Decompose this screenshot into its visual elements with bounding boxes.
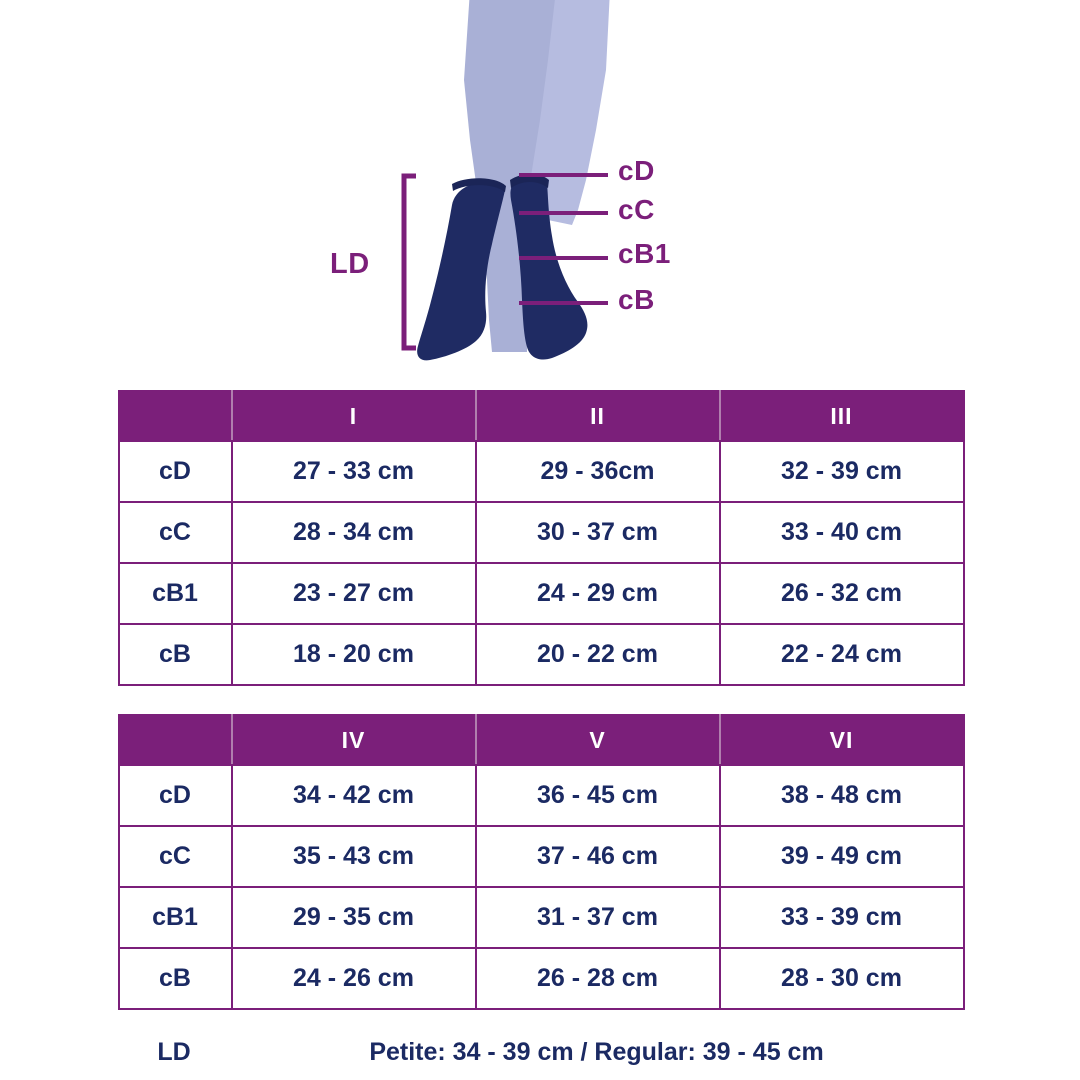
legs-diagram: [0, 0, 1080, 390]
callout-label-cb: cB: [618, 284, 655, 315]
table1-cell-cc-i: 28 - 34 cm: [232, 502, 476, 563]
table1-header-i: I: [232, 391, 476, 441]
size-table-sizes-1-3: [118, 390, 965, 686]
length-note-value: Petite: 34 - 39 cm / Regular: 39 - 45 cm: [369, 1038, 824, 1066]
table2-cell-cd-v: 36 - 45 cm: [476, 765, 720, 826]
length-note: [118, 1038, 963, 1067]
table1-row-label-cb1: cB1: [119, 563, 232, 624]
table2-cell-cb1-vi: 33 - 39 cm: [720, 887, 964, 948]
size-table-1-wrapper: [118, 390, 963, 686]
table2-cell-cc-vi: 39 - 49 cm: [720, 826, 964, 887]
table2-row-label-cb1: cB1: [119, 887, 232, 948]
table2-cell-cc-v: 37 - 46 cm: [476, 826, 720, 887]
table1-cell-cd-i: 27 - 33 cm: [232, 441, 476, 502]
table-row: [119, 441, 964, 502]
table2-row-label-cb: cB: [119, 948, 232, 1009]
length-note-label: LD: [157, 1038, 191, 1066]
table1-row-label-cc: cC: [119, 502, 232, 563]
leg-measurement-illustration: [0, 0, 1080, 390]
callout-label-cc: cC: [618, 194, 655, 225]
table1-cell-cd-iii: 32 - 39 cm: [720, 441, 964, 502]
table2-cell-cc-iv: 35 - 43 cm: [232, 826, 476, 887]
table1-cell-cb1-iii: 26 - 32 cm: [720, 563, 964, 624]
table-row: [119, 502, 964, 563]
table1-cell-cb-i: 18 - 20 cm: [232, 624, 476, 685]
table2-header-vi: VI: [720, 715, 964, 765]
table2-header-iv: IV: [232, 715, 476, 765]
table-row: [119, 765, 964, 826]
table2-row-label-cd: cD: [119, 765, 232, 826]
table2-corner-cell: [119, 715, 232, 765]
size-table-2-wrapper: [118, 714, 963, 1010]
ld-bracket: [404, 176, 416, 348]
table-header-row: [119, 715, 964, 765]
table-row: [119, 563, 964, 624]
callout-label-cd: cD: [618, 155, 655, 186]
table1-corner-cell: [119, 391, 232, 441]
table-row: [119, 624, 964, 685]
table1-cell-cb1-ii: 24 - 29 cm: [476, 563, 720, 624]
table1-cell-cc-iii: 33 - 40 cm: [720, 502, 964, 563]
table2-cell-cd-iv: 34 - 42 cm: [232, 765, 476, 826]
callout-label-ld: LD: [330, 248, 370, 280]
table2-cell-cb1-v: 31 - 37 cm: [476, 887, 720, 948]
table-header-row: [119, 391, 964, 441]
table1-cell-cb-ii: 20 - 22 cm: [476, 624, 720, 685]
table1-cell-cc-ii: 30 - 37 cm: [476, 502, 720, 563]
size-table-sizes-4-6: [118, 714, 965, 1010]
table1-header-ii: II: [476, 391, 720, 441]
callout-label-cb1: cB1: [618, 238, 671, 269]
table2-header-v: V: [476, 715, 720, 765]
table2-cell-cd-vi: 38 - 48 cm: [720, 765, 964, 826]
table1-cell-cb-iii: 22 - 24 cm: [720, 624, 964, 685]
table2-row-label-cc: cC: [119, 826, 232, 887]
table1-row-label-cb: cB: [119, 624, 232, 685]
table-row: [119, 948, 964, 1009]
table2-cell-cb1-iv: 29 - 35 cm: [232, 887, 476, 948]
table1-row-label-cd: cD: [119, 441, 232, 502]
table2-cell-cb-iv: 24 - 26 cm: [232, 948, 476, 1009]
table2-cell-cb-v: 26 - 28 cm: [476, 948, 720, 1009]
table1-cell-cb1-i: 23 - 27 cm: [232, 563, 476, 624]
table-row: [119, 826, 964, 887]
table1-header-iii: III: [720, 391, 964, 441]
table-row: [119, 887, 964, 948]
table2-cell-cb-vi: 28 - 30 cm: [720, 948, 964, 1009]
table1-cell-cd-ii: 29 - 36cm: [476, 441, 720, 502]
